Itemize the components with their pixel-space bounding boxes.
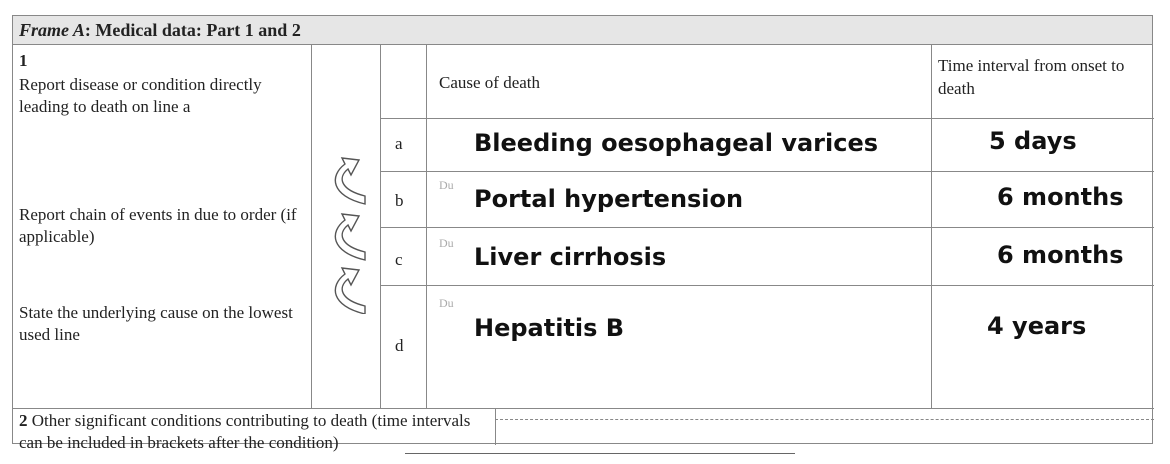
placeholder-text: Du xyxy=(439,178,454,192)
interval-field[interactable]: 6 months xyxy=(997,241,1124,269)
other-conditions-field[interactable] xyxy=(497,411,1152,444)
divider xyxy=(380,285,1154,286)
column-header-interval: Time interval from onset to death xyxy=(938,56,1125,98)
frame-title-text: : Medical data: Part 1 and 2 xyxy=(84,20,301,40)
divider xyxy=(13,408,1154,409)
divider xyxy=(405,453,795,454)
row-letter: d xyxy=(395,336,404,355)
divider xyxy=(495,408,496,445)
curved-arrow-icon xyxy=(335,158,365,204)
curved-arrow-icon xyxy=(335,268,365,314)
divider xyxy=(380,227,1154,228)
divider xyxy=(380,118,1154,119)
row-letter: b xyxy=(395,191,404,210)
part1-number: 1 xyxy=(19,51,28,70)
divider xyxy=(311,45,312,408)
placeholder-text: Du xyxy=(439,296,454,310)
part2-text: Other significant conditions contributing to death (time intervals can be included in brackets after the condition) xyxy=(19,411,471,452)
part1-instruction-chain: Report chain of events in due to order (if applicable) xyxy=(19,205,297,246)
part2-number: 2 xyxy=(19,411,28,430)
interval-field[interactable]: 5 days xyxy=(989,127,1077,155)
frame-title-label: Frame A xyxy=(19,20,85,40)
medical-data-form xyxy=(12,15,1153,452)
part1-instruction-underlying: State the underlying cause on the lowest used line xyxy=(19,303,293,344)
cause-field[interactable]: Bleeding oesophageal varices xyxy=(474,129,879,157)
placeholder-text: Du xyxy=(439,236,454,250)
cause-field[interactable]: Liver cirrhosis xyxy=(474,243,667,271)
row-letter: c xyxy=(395,250,403,269)
column-header-cause: Cause of death xyxy=(439,73,541,92)
divider xyxy=(380,171,1154,172)
interval-field[interactable]: 4 years xyxy=(987,312,1087,340)
chain-arrows xyxy=(321,144,373,314)
cause-field[interactable]: Portal hypertension xyxy=(474,185,744,213)
frame-title xyxy=(13,16,1152,45)
part1-instruction-a: Report disease or condition directly leading to death on line a xyxy=(19,75,262,116)
cause-field[interactable]: Hepatitis B xyxy=(474,314,625,342)
curved-arrow-icon xyxy=(335,214,365,260)
part2-instruction xyxy=(19,410,489,454)
interval-field[interactable]: 6 months xyxy=(997,183,1124,211)
row-letter: a xyxy=(395,134,403,153)
